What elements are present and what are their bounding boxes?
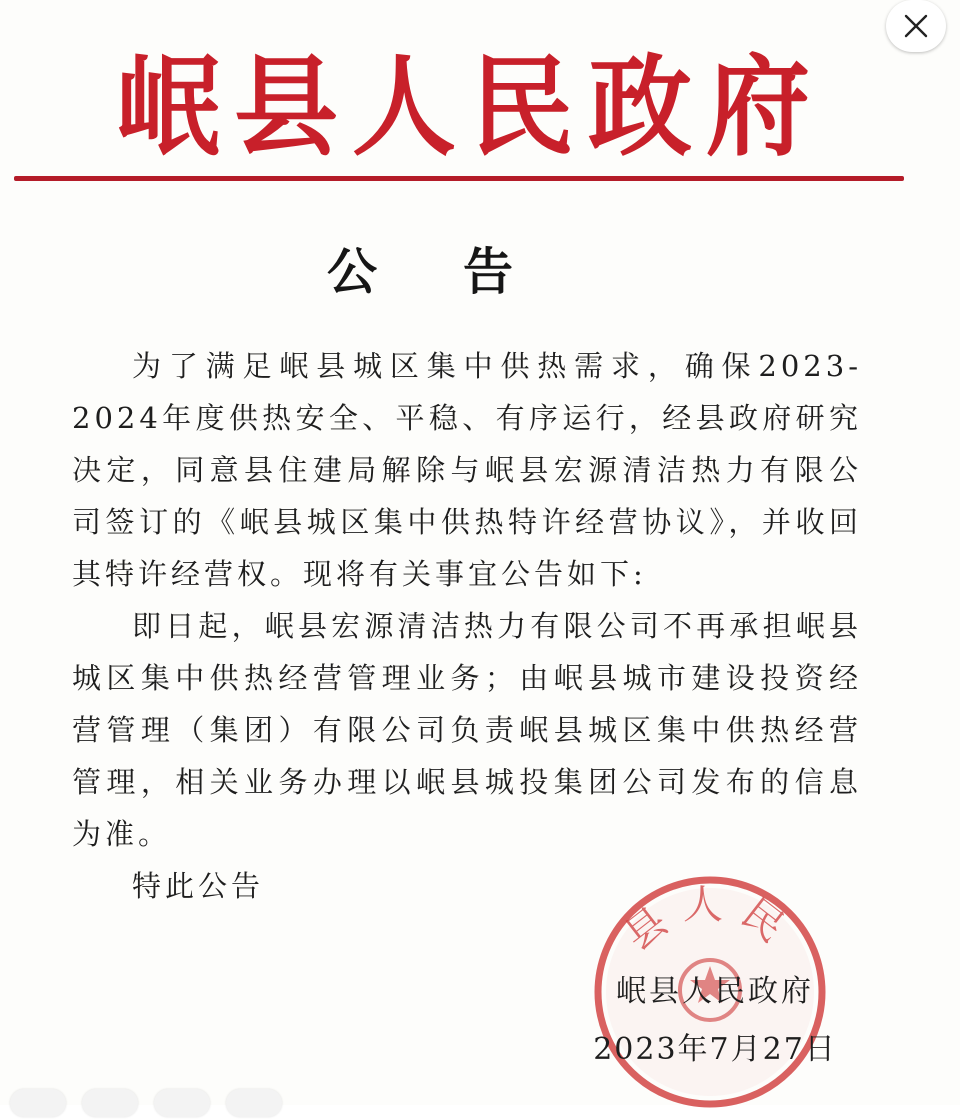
signature-date: 2023年7月27日 (593, 1032, 837, 1067)
notice-paragraph-1: 为了满足岷县城区集中供热需求，确保2023-2024年度供热安全、平稳、有序运行，经县政府研究决定，同意县住建局解除与岷县宏源清洁热力有限公司签订的《岷县城区集中供热特许经营协议》，并收回其特许经营权。现将有关事宜公告如下: (72, 349, 862, 591)
close-button[interactable] (886, 0, 946, 52)
notice-paragraph-2: 即日起，岷县宏源清洁热力有限公司不再承担岷县城区集中供热经营管理业务；由岷县城市建设投资经营管理（集团）有限公司负责岷县城区集中供热经营管理，相关业务办理以岷县城投集团公司发布的信息为准。 (72, 609, 862, 851)
toolbar-button[interactable] (10, 1089, 66, 1117)
masthead-red-rule (14, 176, 904, 181)
toolbar-button[interactable] (82, 1089, 138, 1117)
seal-text: 县人民 (616, 882, 804, 960)
toolbar-button[interactable] (226, 1089, 282, 1117)
close-icon (902, 12, 930, 40)
bottom-toolbar-edge (0, 1089, 300, 1119)
toolbar-button[interactable] (154, 1089, 210, 1117)
notice-title: 公告 (327, 243, 599, 301)
notice-closing: 特此公告 (132, 869, 265, 903)
issuer-masthead: 岷县人民政府 (115, 41, 824, 172)
notice-body (72, 340, 862, 912)
masthead (0, 41, 960, 172)
signature-issuer: 岷县人民政府 (616, 974, 814, 1009)
